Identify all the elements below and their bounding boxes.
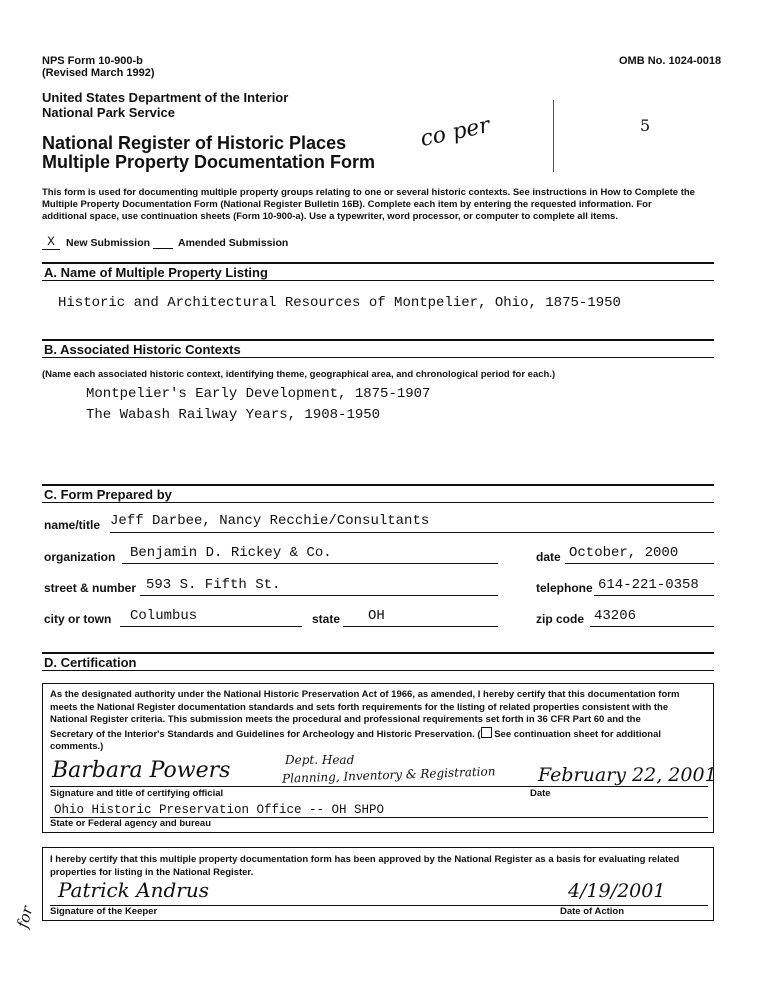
sign-date-label: Date [530, 788, 551, 799]
date-field[interactable]: October, 2000 [565, 545, 714, 564]
section-a-bottom-rule [42, 280, 714, 281]
telephone-label: telephone [536, 581, 593, 595]
section-b-top-rule [42, 339, 714, 341]
margin-number: 5 [640, 116, 651, 135]
street-field[interactable]: 593 S. Fifth St. [140, 577, 498, 596]
section-c-top-rule [42, 484, 714, 486]
section-c-heading: C. Form Prepared by [44, 487, 172, 502]
city-field[interactable]: Columbus [120, 608, 302, 627]
amended-submission-checkbox[interactable] [153, 234, 173, 249]
multiple-property-name[interactable]: Historic and Architectural Resources of Montpelier, Ohio, 1875-1950 [58, 295, 621, 311]
name-title-label: name/title [44, 518, 101, 532]
section-d-heading: D. Certification [44, 655, 137, 670]
cert-line-3: National Register criteria. This submission meets the procedural and professional requirements set forth in 36 CFR Part 60 and the [50, 714, 641, 725]
certification-date-handwritten: February 22, 2001 [538, 764, 717, 786]
cert-line-5: comments.) [50, 741, 104, 752]
official-title-handwritten-2: Planning, Inventory & Registration [281, 764, 496, 786]
cert-line-4b: See continuation sheet for additional [494, 728, 662, 740]
zip-label: zip code [536, 612, 585, 626]
section-a-heading: A. Name of Multiple Property Listing [44, 265, 268, 280]
city-label: city or town [44, 612, 112, 626]
form-number: NPS Form 10-900-b [42, 55, 143, 67]
section-c-bottom-rule [42, 502, 714, 503]
certification-text [50, 689, 710, 754]
agency-label: State or Federal agency and bureau [50, 818, 212, 829]
historic-context-2[interactable]: The Wabash Railway Years, 1908-1950 [86, 407, 381, 423]
keeper-label: Signature of the Keeper [50, 906, 158, 917]
department: United States Department of the Interior [42, 90, 289, 105]
keeper-text [50, 854, 679, 879]
keeper-date-handwritten: 4/19/2001 [568, 880, 666, 902]
cert-line-2: meets the National Register documentation standards and sets forth requirements for the listing of related properties consistent with the [50, 701, 669, 713]
state-label: state [312, 612, 341, 626]
official-title-handwritten-1: Dept. Head [285, 753, 355, 767]
section-a-top-rule [42, 262, 714, 264]
keeper-signature: Patrick Andrus [58, 878, 209, 902]
certifying-signature: Barbara Powers [52, 758, 231, 783]
signature-line [50, 786, 708, 787]
action-date-label: Date of Action [560, 906, 625, 917]
signature-label: Signature and title of certifying official [50, 788, 224, 799]
service: National Park Service [42, 105, 175, 120]
keeper-line-1: I hereby certify that this multiple property documentation form has been approved by the National Register as a basis for evaluating related [50, 854, 680, 865]
name-title-field[interactable]: Jeff Darbee, Nancy Recchie/Consultants [110, 513, 714, 533]
zip-field[interactable]: 43206 [590, 608, 714, 627]
form-title-2: Multiple Property Documentation Form [42, 152, 376, 172]
date-label: date [536, 550, 561, 564]
keeper-line-2: properties for listing in the National Register. [50, 866, 254, 878]
intro-line-2: Multiple Property Documentation Form (National Register Bulletin 16B). Complete each item by entering the requested information. For [42, 199, 652, 210]
intro-text [42, 187, 722, 223]
section-d-bottom-rule [42, 670, 714, 671]
organization-field[interactable]: Benjamin D. Rickey & Co. [122, 545, 498, 564]
scribble-note: co per [418, 112, 493, 153]
organization-label: organization [44, 550, 116, 564]
cert-line-4: Secretary of the Interior's Standards and Guidelines for Archeology and Historic Preservation. ( [50, 728, 481, 740]
telephone-field[interactable]: 614-221-0358 [594, 577, 714, 596]
intro-line-1: This form is used for documenting multiple property groups relating to one or several historic contexts. See instructions in How to Complete the [42, 187, 695, 198]
section-b-bottom-rule [42, 357, 714, 358]
continuation-checkbox[interactable] [481, 727, 492, 738]
section-d-top-rule [42, 652, 714, 654]
cert-line-1: As the designated authority under the National Historic Preservation Act of 1966, as amended, I hereby certify that this documentation form [50, 689, 680, 700]
revised-date: (Revised March 1992) [42, 67, 155, 79]
section-b-instructions: (Name each associated historic context, identifying theme, geographical area, and chronological period for each.) [42, 369, 556, 380]
new-submission-label: New Submission [66, 237, 151, 249]
form-title-1: National Register of Historic Places [42, 133, 347, 153]
omb-number: OMB No. 1024-0018 [619, 55, 722, 67]
amended-submission-label: Amended Submission [178, 237, 289, 249]
street-label: street & number [44, 581, 137, 595]
state-field[interactable]: OH [343, 608, 498, 627]
margin-mark [553, 100, 555, 172]
intro-line-3: additional space, use continuation sheets (Form 10-900-a). Use a typewriter, word processor, or computer to complete all items. [42, 211, 618, 222]
historic-context-1[interactable]: Montpelier's Early Development, 1875-1907 [86, 386, 431, 402]
agency-field[interactable]: Ohio Historic Preservation Office -- OH SHPO [54, 803, 385, 817]
new-submission-checkbox[interactable]: X [42, 234, 60, 250]
margin-note: for [13, 904, 37, 930]
section-b-heading: B. Associated Historic Contexts [44, 342, 241, 357]
